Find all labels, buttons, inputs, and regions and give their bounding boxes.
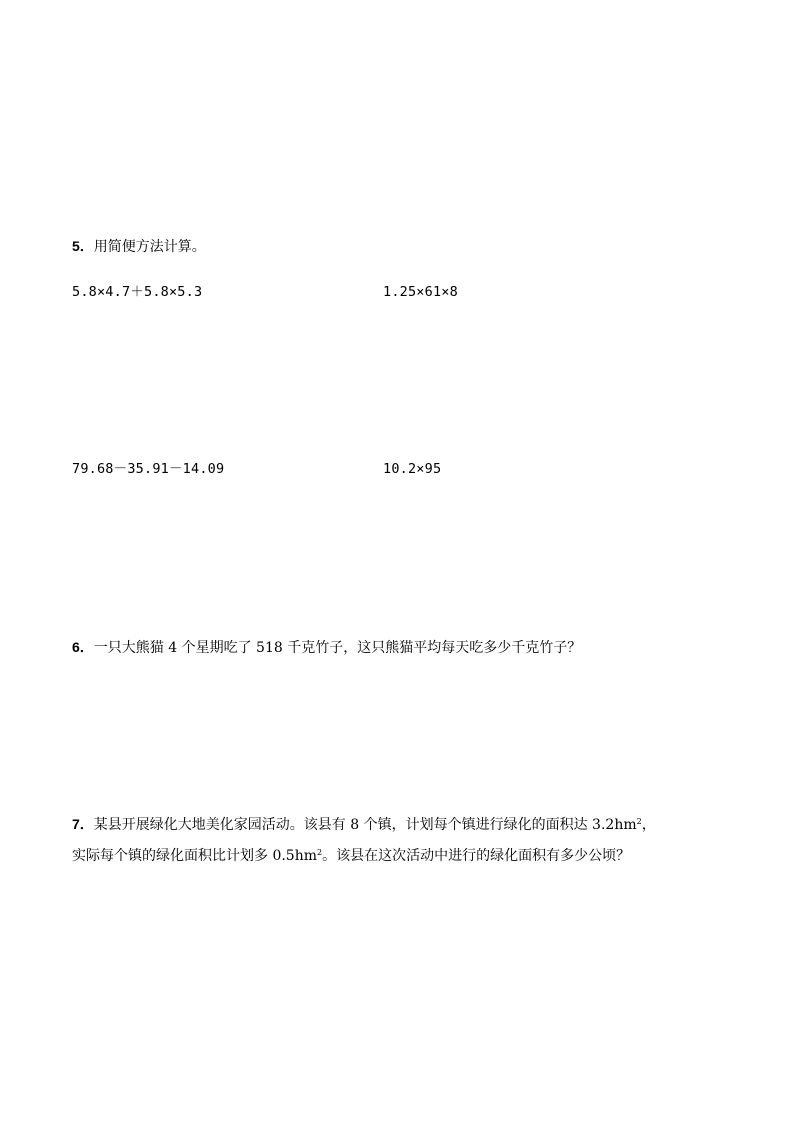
expression-3: 79.68－35.91－14.09 [72, 461, 225, 477]
question-5-prompt: 用简便方法计算。 [93, 239, 206, 255]
expression-1: 5.8×4.7＋5.8×5.3 [72, 284, 203, 300]
question-5-number: 5． [72, 238, 94, 254]
question-7-punct-1: ， [641, 817, 656, 833]
expression-2: 1.25×61×8 [383, 284, 458, 300]
question-7-superscript-2: 2 [317, 848, 323, 857]
expression-4: 10.2×95 [383, 461, 442, 477]
question-7-superscript-1: 2 [636, 817, 642, 826]
question-6-number: 6． [72, 639, 94, 655]
question-5-heading [72, 236, 206, 257]
question-7-text-3: 。该县在这次活动中进行的绿化面积有多少公顷？ [322, 848, 631, 864]
question-7-line-1 [72, 814, 656, 835]
question-6-text: 一只大熊猫 4 个星期吃了 518 千克竹子，这只熊猫平均每天吃多少千克竹子？ [93, 640, 582, 656]
question-7-text-1: 某县开展绿化大地美化家园活动。该县有 8 个镇，计划每个镇进行绿化的面积达 3.2hm [93, 817, 637, 833]
question-7-line-2 [72, 846, 630, 866]
question-7-text-2: 实际每个镇的绿化面积比计划多 0.5hm [72, 848, 318, 864]
question-6 [72, 637, 581, 658]
question-7-number: 7． [72, 816, 94, 832]
